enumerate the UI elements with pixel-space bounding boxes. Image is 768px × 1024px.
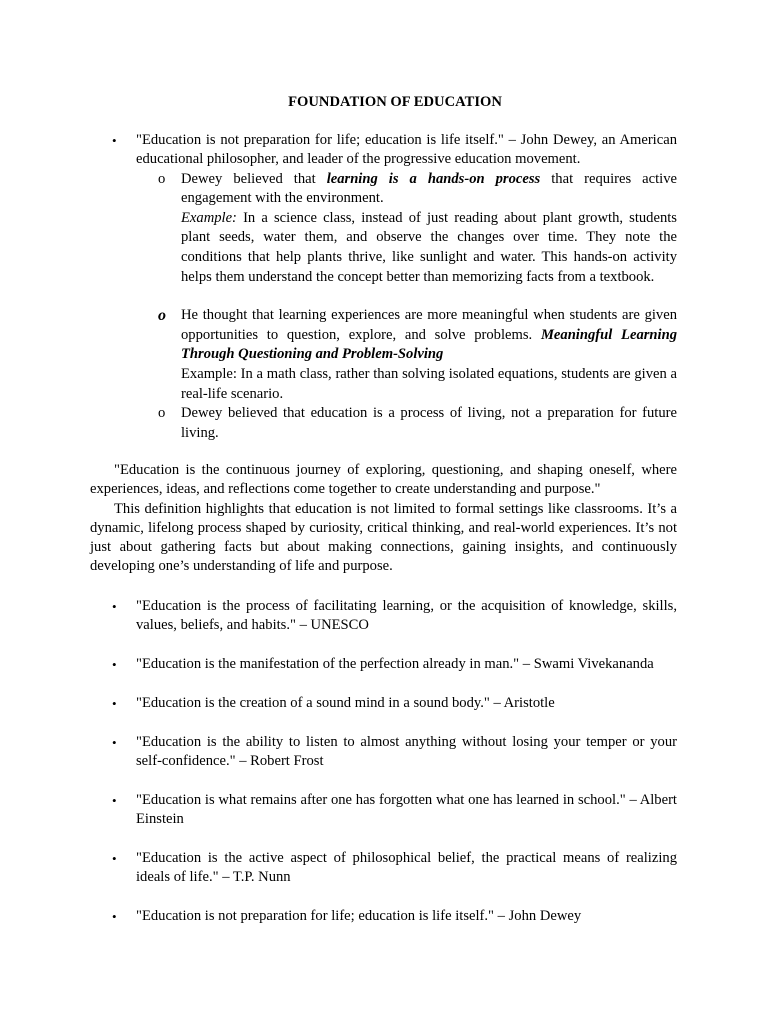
quote-item [0,694,768,713]
intro-bullet-item [0,131,768,170]
quote-text: "Education is the active aspect of philosophical belief, the practical means of realizing ideals of life." – T.P. Nunn [136,849,677,886]
quotes-list [0,597,768,946]
intro-bullet-text: "Education is not preparation for life; education is life itself." – John Dewey, an American educational philosopher, and leader of the progressive education movement. [136,132,677,168]
sub-point-statement: He thought that learning experiences are more meaningful when students are given opportunities to question, explore, and solve problems. Meaningful Learning Through Questioning and Problem-Solving [181,307,677,363]
circle-marker-icon: o [158,405,166,422]
bullet-icon: • [112,133,117,148]
quote-item [0,907,768,926]
emphasis-text: learning is a hands-on process [326,170,541,187]
dewey-section [0,131,768,443]
sub-point-statement: Dewey believed that education is a process of living, not a preparation for future living. [181,405,677,441]
bullet-icon: • [112,908,117,924]
quote-text: "Education is the ability to listen to almost anything without losing your temper or your self-confidence." – Robert Frost [136,733,677,769]
bullet-icon: • [112,599,117,614]
quote-text: "Education is what remains after one has forgotten what one has learned in school." – Albert Einstein [136,791,677,828]
quote-item [0,733,768,772]
sub-point-living [0,404,768,443]
sub-point-hands-on [0,170,768,288]
quote-text: "Education is the creation of a sound mind in a sound body." – Aristotle [136,694,555,711]
definition-section [90,461,677,577]
bullet-icon: • [112,734,117,750]
sub-point-example: Example: In a math class, rather than solving isolated equations, students are given a real-life scenario. [181,365,677,402]
sub-point-example: Example: In a science class, instead of just reading about plant growth, students plant seeds, water them, and observe the changes over time. They note the conditions that help plants thrive, like sunlight and water. This hands-on activity helps them understand the concept better than memorizing facts from a textbook. [181,209,677,285]
quote-item [0,655,768,674]
sub-point-statement: Dewey believed that learning is a hands-on process that requires active engagement with the environment. [181,170,677,207]
bullet-icon: • [112,792,117,808]
circle-marker-icon: o [158,170,166,187]
quote-text: "Education is the manifestation of the perfection already in man." – Swami Vivekananda [136,656,654,673]
document-title: FOUNDATION OF EDUCATION [288,94,502,110]
quote-text: "Education is not preparation for life; education is life itself." – John Dewey [136,907,582,924]
definition-quote: "Education is the continuous journey of exploring, questioning, and shaping oneself, where experiences, ideas, and reflections come together to create understanding and purpose." [90,462,677,498]
dewey-sub-points [0,170,768,444]
quote-text: "Education is the process of facilitating learning, or the acquisition of knowledge, skills, values, beliefs, and habits." – UNESCO [136,598,677,634]
emphasis-text: Meaningful Learning Through Questioning and Problem-Solving [181,326,677,363]
circle-marker-icon: o [158,307,166,325]
quote-item [0,597,768,636]
bullet-icon: • [112,850,117,866]
sub-point-meaningful [0,306,768,404]
example-label: Example: [181,209,237,226]
quote-item [0,791,768,830]
bullet-icon: • [112,657,117,673]
definition-explanation: This definition highlights that education is not limited to formal settings like classrooms. It’s a dynamic, lifelong process shaped by curiosity, critical thinking, and real-world experiences. It’s not just about gathering facts but about making connections, gaining insights, and continuously developing one’s understanding of life and purpose. [90,500,677,575]
bullet-icon: • [112,695,117,711]
quote-item [0,849,768,888]
